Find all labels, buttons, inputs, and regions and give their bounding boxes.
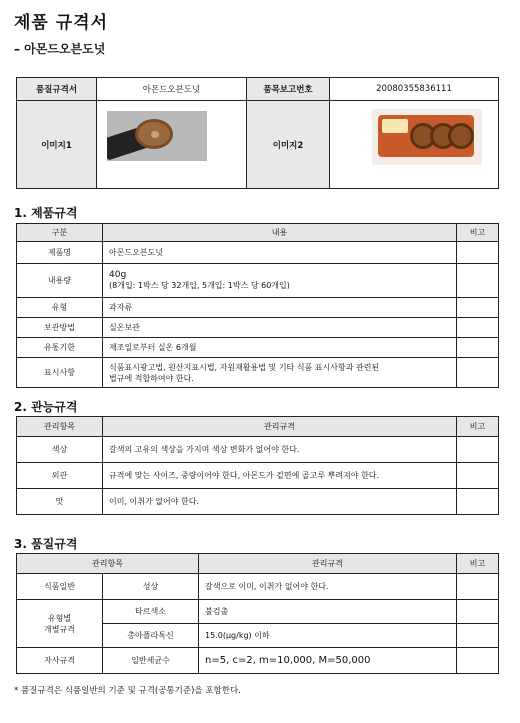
image1-cell	[97, 101, 247, 189]
table-row: 유형 과자류	[17, 298, 499, 318]
col-note: 비고	[457, 224, 499, 242]
footnote: * 품질규격은 식품일반의 기준 및 규격(공통기준)을 포함한다.	[14, 686, 241, 696]
product-name-value: 아몬드오븐도넛	[97, 78, 247, 101]
table-row: 유형별 개별규격 타르색소 불검출	[17, 600, 499, 624]
report-number-value: 20080355836111	[330, 78, 499, 101]
section1-heading: 1. 제품규격	[14, 206, 78, 220]
table-row: 식품일반 성상 갈색으로 이미, 이취가 없어야 한다.	[17, 574, 499, 600]
sensory-spec-table	[16, 416, 499, 515]
product-photo-2	[372, 109, 482, 165]
table-row: 유통기한 제조일로부터 실온 6개월	[17, 338, 499, 358]
col-note: 비고	[457, 554, 499, 574]
section2-heading: 2. 관능규격	[14, 400, 78, 414]
table-row: 색상 갈색의 고유의 색상을 가지며 색상 변화가 없어야 한다.	[17, 437, 499, 463]
image1-label: 이미지1	[17, 101, 97, 189]
table-row: 총아플라톡신 15.0(μg/kg) 이하	[17, 624, 499, 648]
col-item: 관리항목	[17, 417, 103, 437]
col-content: 내용	[103, 224, 457, 242]
table-row: 자사규격 일반세균수 n=5, c=2, m=10,000, M=50,000	[17, 648, 499, 674]
col-note: 비고	[457, 417, 499, 437]
image2-cell	[330, 101, 499, 189]
image2-label: 이미지2	[247, 101, 330, 189]
spec-label: 품질규격서	[17, 78, 97, 101]
col-category: 구분	[17, 224, 103, 242]
quality-spec-table	[16, 553, 499, 674]
product-spec-table	[16, 223, 499, 388]
table-row: 표시사항 식품표시광고법, 원산지표시법, 자원재활용법 및 기타 식품 표시사항과 관련된 법규에 적합하여야 한다.	[17, 358, 499, 388]
table-row: 내용량 40g (8개입: 1박스 당 32개입, 5개입: 1박스 당 60개입)	[17, 264, 499, 298]
table-row: 맛 이미, 이취가 없어야 한다.	[17, 489, 499, 515]
table-row: 외관 규격에 맞는 사이즈, 중량이어야 한다, 아몬드가 겉면에 골고루 뿌려져야 한다.	[17, 463, 499, 489]
product-info-table	[16, 77, 499, 189]
col-spec: 관리규격	[103, 417, 457, 437]
report-number-label: 품목보고번호	[247, 78, 330, 101]
product-photo-1	[107, 111, 207, 161]
table-row: 보관방법 실온보관	[17, 318, 499, 338]
col-item: 관리항목	[17, 554, 199, 574]
col-spec: 관리규격	[199, 554, 457, 574]
table-row: 제품명 아몬드오븐도넛	[17, 242, 499, 264]
document-title: 제품 규격서	[14, 13, 109, 33]
section3-heading: 3. 품질규격	[14, 537, 78, 551]
document-subtitle: – 아몬드오븐도넛	[14, 42, 106, 56]
